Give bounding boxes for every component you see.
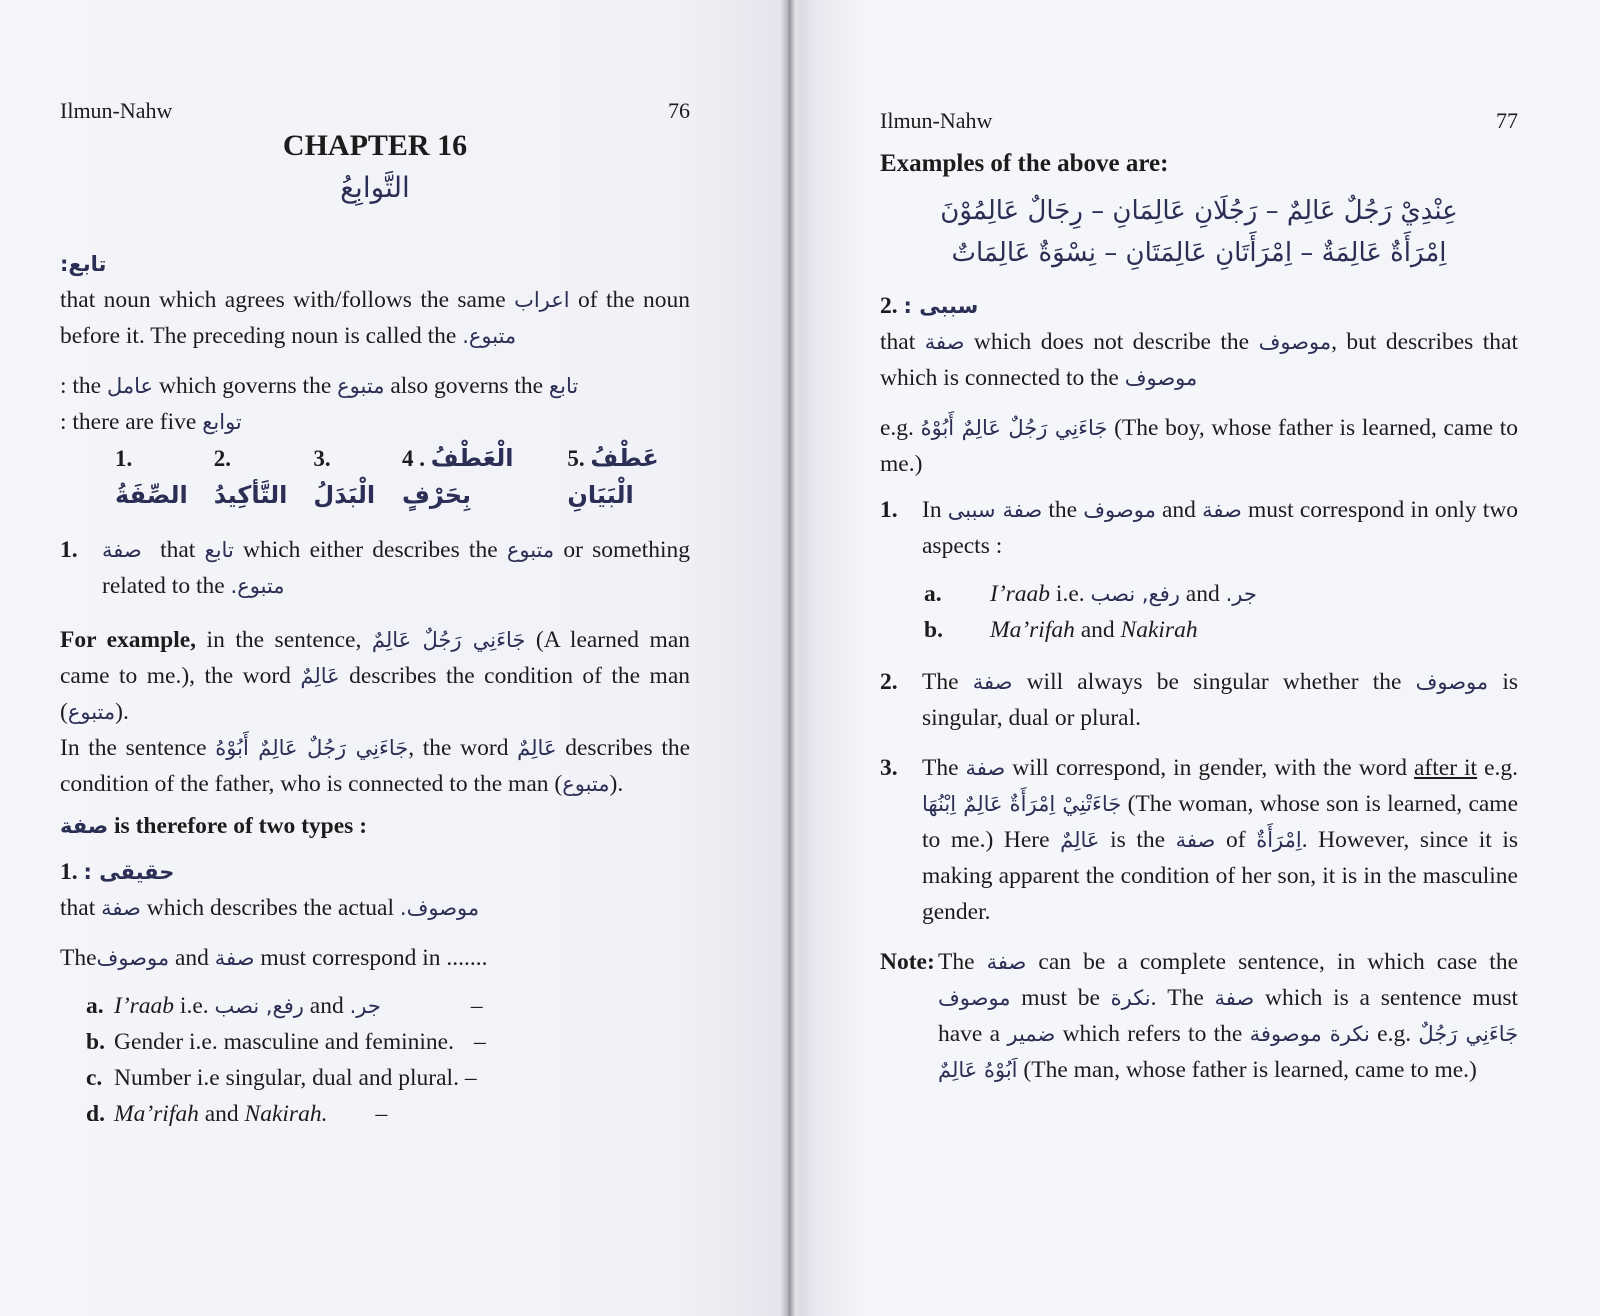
list-item: b. Gender i.e. masculine and feminine. – [86,1029,486,1055]
second-sentence-paragraph: In the sentence جَاءَنِي رَجُلٌ عَالِمٌ أَبُوْهُ, the word عَالِمٌ describes the condition of the father, who is connected to the man (متبوع). [60,735,691,797]
correspond-list [60,988,690,1132]
tabi-definition: that noun which agrees with/follows the same اعراب of the noun before it. The preceding noun is called the متبوع. [60,287,691,349]
tawabi-list [60,440,690,514]
two-types-heading: صفة is therefore of two types : [60,813,368,839]
sababi-heading: 2. سببى : [880,293,979,319]
rule-1-list [880,576,1518,648]
left-content [60,128,690,1132]
page-number: 77 [1496,108,1518,133]
example-paragraph: For example, in the sentence, جَاءَنِي رَجُلٌ عَالِمٌ (A learned man came to me.), the word عَالِمٌ describes the condition of the man (متبوع). [60,627,691,725]
running-header-title: Ilmun-Nahw [60,98,173,123]
running-header-title: Ilmun-Nahw [880,108,993,133]
sifah-definition: 1. صفة that تابع which either describes the متبوع or something related to the متبوع. [60,537,690,599]
list-item: 3. الْبَدَلُ [313,446,376,509]
correspond-line: Theموصوف and صفة must correspond in ....... [60,945,488,971]
list-item: 1. الصِّفَةُ [115,446,188,509]
five-tawabi-line: : there are five توابع [60,409,242,435]
list-item: d. Ma’rifah and Nakirah. – [86,1101,388,1127]
book-gutter [780,0,802,1316]
right-content [880,146,1518,1088]
list-item: 4 . الْعَطْفُ بِحَرْفٍ [401,444,514,509]
page-number: 76 [668,98,690,123]
haqiqi-definition: that صفة which describes the actual موصوف. [60,895,480,921]
left-page [0,0,788,1316]
list-item: 5. عَطْفُ الْبَيَانِ [567,444,659,509]
list-item: 2. التَّأكِيدُ [213,446,288,509]
list-item: a. I’raab i.e. رفع, نصب and جر. [924,581,1257,607]
list-item: b. Ma’rifah and Nakirah [924,617,1198,643]
rule-2: 2. The صفة will always be singular whether the موصوف is singular, dual or plural. [880,669,1518,731]
sababi-example: e.g. جَاءَنِي رَجُلٌ عَالِمٌ أَبُوْهُ (The boy, whose father is learned, came to me.) [880,415,1518,477]
list-item: a. I’raab i.e. رفع, نصب and جر. – [86,993,483,1019]
example-line-feminine: اِمْرَأَةٌ عَالِمَةٌ – اِمْرَأَتَانِ عَالِمَتَانِ – نِسْوَةٌ عَالِمَاتٌ [951,238,1447,268]
rule-3: 3. The صفة will correspond, in gender, with the word after it e.g. جَاءَتْنِيْ اِمْرَأَةٌ عَالِمٌ اِبْنُهَا (The woman, whose son is learned, came to me.) Here عَالِمٌ is the صفة of اِمْرَأَةٌ. However, since it is making apparent the condition of her son, it is in the masculine gender. [880,755,1519,925]
right-page [788,0,1600,1316]
example-line-masculine: عِنْدِيْ رَجُلٌ عَالِمٌ – رَجُلَانِ عَالِمَانِ – رِجَالٌ عَالِمُوْنَ [940,196,1458,226]
rule-1: 1. In صفة سببى the موصوف and صفة must correspond in only two aspects : [880,497,1519,559]
sababi-definition: that صفة which does not describe the موصوف, but describes that which is connected to the موصوف [880,329,1518,391]
examples-heading: Examples of the above are: [880,150,1169,177]
list-item: c. Number i.e singular, dual and plural. – [86,1065,477,1091]
governs-line: : the عامل which governs the متبوع also governs the تابع [60,373,579,399]
tabi-heading: تابع: [60,252,107,276]
chapter-title: CHAPTER 16 [282,129,468,162]
note-block: Note: The صفة can be a complete sentence, in which case the موصوف must be نكرة. The صفة which is a sentence must have a ضمير which refers to the نكرة موصوفة e.g. جَاءَنِي رَجُلٌ اَبُوْهُ عَالِمٌ (The man, whose father is learned, came to me.) [880,949,1519,1083]
chapter-arabic-title: التَّوابِعُ [340,171,410,204]
haqiqi-heading: 1. حقيقى : [60,859,175,885]
